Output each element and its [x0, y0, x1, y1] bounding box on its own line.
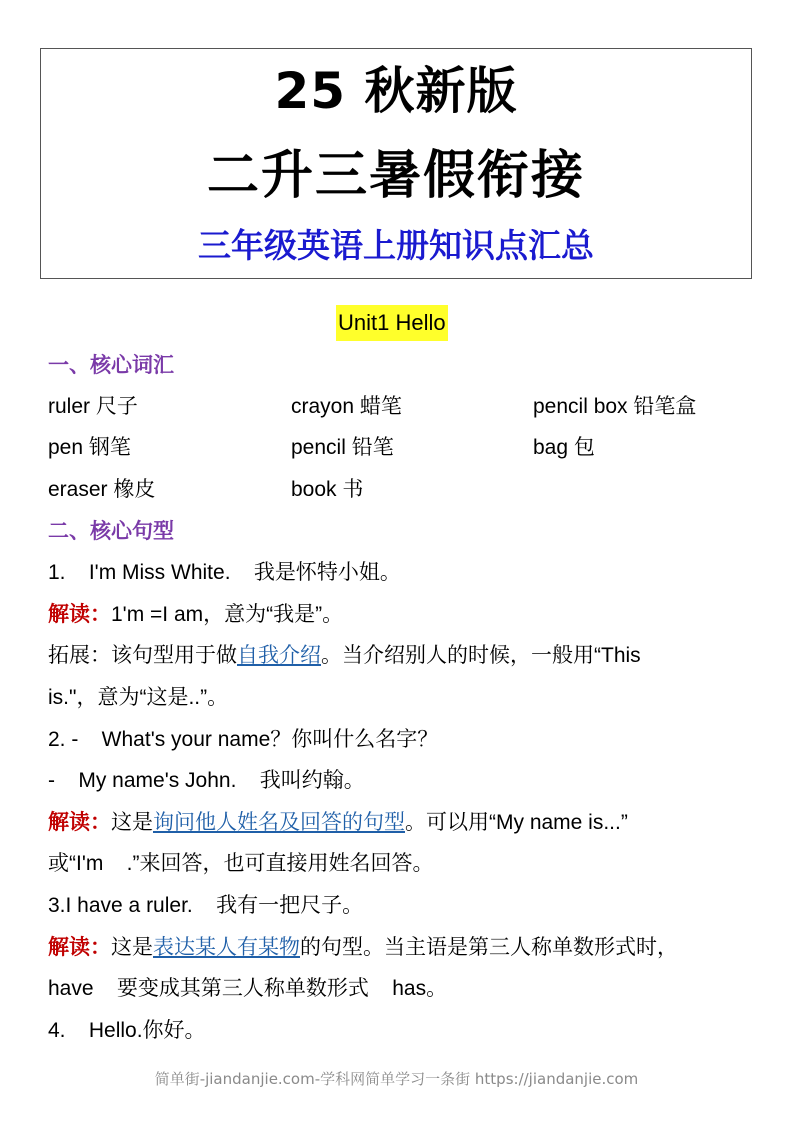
- note-label: 解读：: [48, 603, 111, 626]
- have-something-link[interactable]: 表达某人有某物: [153, 936, 300, 959]
- vocab-item: ruler 尺子: [48, 395, 138, 418]
- title-subtitle: 三年级英语上册知识点汇总: [198, 226, 594, 265]
- vocab-item: crayon 蜡笔: [291, 395, 402, 418]
- extension-text: 拓展：该句型用于做: [48, 644, 237, 667]
- sentence-4: 4. Hello.你好。: [48, 1019, 206, 1042]
- section-heading-sentences: 二、核心句型: [48, 519, 174, 543]
- sentence-1-note: [48, 600, 343, 630]
- page-footer: 简单街-jiandanjie.com-学科网简单学习一条街 https://jiandanjie.com: [154, 1070, 639, 1088]
- title-line-1: 25 秋新版: [274, 62, 518, 120]
- note-label: 解读：: [48, 811, 111, 834]
- vocab-item: eraser 橡皮: [48, 478, 156, 501]
- sentence-1-extension: [48, 641, 641, 671]
- vocab-item: pen 钢笔: [48, 436, 131, 459]
- section-heading-vocabulary: 一、核心词汇: [48, 353, 174, 377]
- vocab-item: bag 包: [533, 436, 595, 459]
- vocab-item: pencil box 铅笔盒: [533, 395, 697, 418]
- sentence-2-note-line2: 或“I'm .”来回答，也可直接用姓名回答。: [48, 852, 434, 875]
- vocab-item: book 书: [291, 478, 364, 501]
- vocab-item: pencil 铅笔: [291, 436, 394, 459]
- title-line-2: 二升三暑假衔接: [206, 146, 585, 206]
- note-text: 这是: [111, 811, 153, 834]
- ask-name-link[interactable]: 询问他人姓名及回答的句型: [153, 811, 405, 834]
- extension-text-cont: 。当介绍别人的时候，一般用“This: [321, 644, 641, 667]
- note-text: 这是: [111, 936, 153, 959]
- note-text-cont: 。可以用“My name is...”: [405, 811, 628, 834]
- note-text-cont: 的句型。当主语是第三人称单数形式时，: [300, 936, 678, 959]
- sentence-1-extension-line2: is."，意为“这是..”。: [48, 686, 229, 709]
- unit-title: Unit1 Hello: [336, 305, 448, 341]
- sentence-1: 1. I'm Miss White. 我是怀特小姐。: [48, 561, 401, 584]
- note-text: 1'm =I am，意为“我是”。: [111, 603, 344, 626]
- sentence-3-note-line2: have 要变成其第三人称单数形式 has。: [48, 977, 448, 1000]
- title-box: [40, 48, 752, 279]
- sentence-2-answer: - My name's John. 我叫约翰。: [48, 769, 365, 792]
- sentence-3: 3.I have a ruler. 我有一把尺子。: [48, 894, 364, 917]
- note-label: 解读：: [48, 936, 111, 959]
- sentence-3-note: [48, 933, 678, 963]
- sentence-2-note: [48, 808, 628, 838]
- sentence-2: 2. - What's your name？你叫什么名字？: [48, 728, 439, 751]
- self-introduction-link[interactable]: 自我介绍: [237, 644, 321, 667]
